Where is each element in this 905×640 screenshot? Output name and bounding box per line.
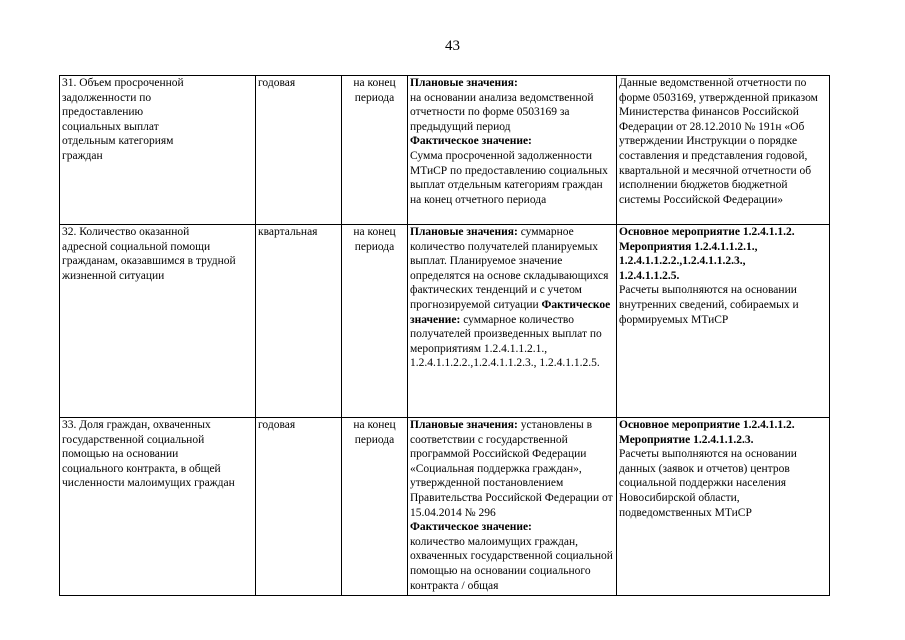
calculation-cell (408, 76, 617, 225)
indicator-cell: 31. Объем просроченной задолженности по предоставлению социальных выплат отдельным категориям граждан (60, 76, 256, 225)
period-cell: на конец периода (342, 76, 408, 225)
period-cell: на конец периода (342, 418, 408, 596)
plan-label: Плановые значения: (410, 226, 518, 238)
source-text: Расчеты выполняются на основании данных (заявок и отчетов) центров социальной поддержки населения Новосибирской области, подведомственных МТиСР (619, 448, 797, 519)
frequency-cell: годовая (256, 76, 342, 225)
fact-text: суммарное количество получателей произведенных выплат по мероприятиям 1.2.4.1.1.2.1., 1.2.4.1.1.2.2.,1.2.4.1.1.2.3., 1.2.4.1.1.2.5. (410, 313, 602, 370)
frequency-cell: квартальная (256, 225, 342, 418)
plan-text: суммарное количество получателей планируемых выплат. Планируемое значение определятся на основе складывающихся фактических тенденций и с учетом прогнозируемой ситуации (410, 226, 609, 311)
source-cell (617, 76, 830, 225)
source-cell (617, 225, 830, 418)
fact-label: Фактическое значение: (410, 521, 532, 534)
indicator-cell: 33. Доля граждан, охваченных государственной социальной помощью на основании социального контракта, в общей численности малоимущих граждан (60, 418, 256, 596)
source-event-line: Мероприятие 1.2.4.1.1.2.3. (619, 433, 754, 446)
table-row (60, 76, 830, 225)
calculation-cell (408, 225, 617, 418)
plan-text: на основании анализа ведомственной отчетности по форме 0503169 за предыдущий период (410, 91, 594, 133)
source-event-line: 1.2.4.1.1.2.5. (619, 269, 680, 282)
plan-label: Плановые значения: (410, 419, 518, 431)
fact-text: количество малоимущих граждан, охваченных государственной социальной помощью на основании социального контракта / общая (410, 535, 613, 592)
source-text: Данные ведомственной отчетности по форме 0503169, утвержденной приказом Министерства финансов Российской Федерации от 28.12.2010 № 191н «Об утверждении Инструкции о порядке составления и представления годовой, квартальной и месячной отчетности об исполнении бюджетов бюджетной системы Российской Федерации» (619, 77, 818, 206)
page-number: 43 (445, 38, 460, 54)
fact-label: Фактическое значение: (410, 298, 611, 326)
source-cell (617, 418, 830, 596)
period-cell: на конец периода (342, 225, 408, 418)
source-text: Расчеты выполняются на основании внутренних сведений, собираемых и формируемых МТиСР (619, 284, 799, 326)
table-row (60, 225, 830, 418)
plan-text: установлены в соответствии с государственной программой Российской Федерации «Социальная поддержка граждан», утвержденной постановлением Правительства Российской Федерации от 15.04.2014 № 296 (410, 419, 613, 519)
source-event-line: Основное мероприятие 1.2.4.1.1.2. (619, 226, 795, 238)
calculation-cell (408, 418, 617, 596)
fact-text: Сумма просроченной задолженности МТиСР по предоставлению социальных выплат отдельным категориям граждан на конец отчетного периода (410, 149, 608, 206)
indicator-cell: 32. Количество оказанной адресной социальной помощи гражданам, оказавшимся в трудной жизненной ситуации (60, 225, 256, 418)
source-event-line: Мероприятия 1.2.4.1.1.2.1., (619, 240, 758, 253)
indicators-table (59, 75, 830, 596)
fact-label: Фактическое значение: (410, 135, 532, 148)
table-row (60, 418, 830, 596)
frequency-cell: годовая (256, 418, 342, 596)
plan-label: Плановые значения: (410, 77, 518, 89)
source-event-line: Основное мероприятие 1.2.4.1.1.2. (619, 419, 795, 431)
source-event-line: 1.2.4.1.1.2.2.,1.2.4.1.1.2.3., (619, 255, 746, 268)
